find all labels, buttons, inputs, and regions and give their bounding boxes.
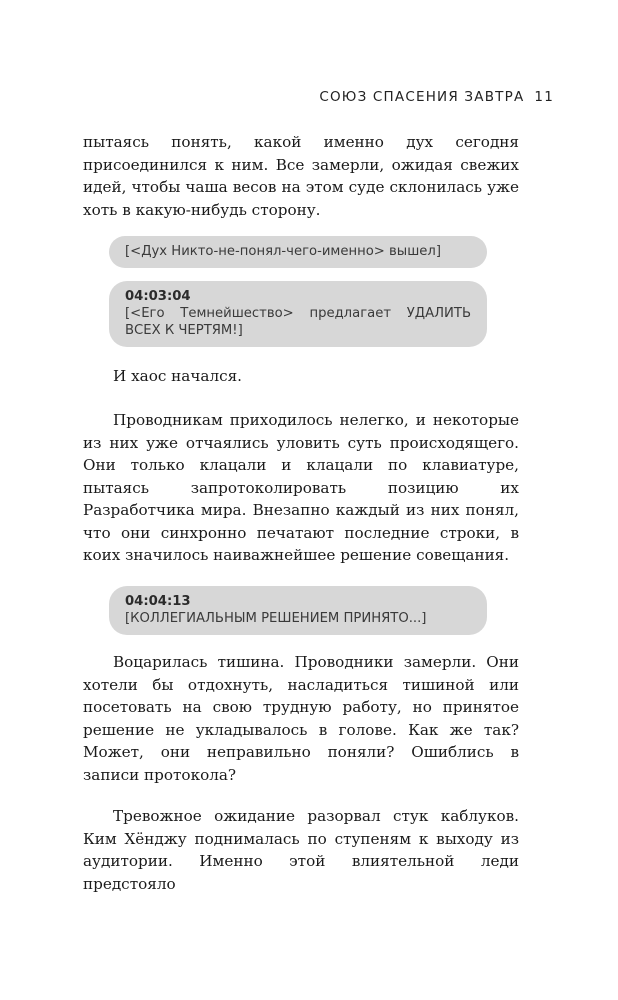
- chat-message-decision: [109, 586, 487, 635]
- chat-message-proposal: [109, 281, 487, 347]
- running-title: СОЮЗ СПАСЕНИЯ ЗАВТРА: [319, 89, 525, 105]
- paragraph-5: Тревожное ожидание разорвал стук каблуков. Ким Хёнджу поднималась по ступеням к выходу из аудитории. Именно этой влиятельной леди предстояло: [83, 807, 519, 893]
- paragraph-silence: [83, 651, 519, 786]
- chat-message-spirit-left: [109, 236, 487, 268]
- message-text: [<Его Темнейшество> предлагает УДАЛИТЬ ВСЕХ К ЧЕРТЯМ!]: [125, 306, 471, 338]
- paragraph-heels: [83, 805, 519, 895]
- message-timestamp: 04:03:04: [125, 289, 191, 304]
- message-text: [<Дух Никто-не-понял-чего-именно> вышел]: [125, 244, 441, 259]
- paragraph-conductors: [83, 409, 519, 567]
- message-text: [КОЛЛЕГИАЛЬНЫМ РЕШЕНИЕМ ПРИНЯТО...]: [125, 611, 427, 626]
- paragraph-chaos: [83, 365, 519, 388]
- paragraph-4: Воцарилась тишина. Проводники замерли. Они хотели бы отдохнуть, насладиться тишиной или посетовать на свою трудную работу, но принятое решение не укладывалось в голове. Как же так? Может, они неправильно поняли? Ошиблись в записи протокола?: [83, 653, 519, 784]
- paragraph-continuation: [83, 131, 519, 221]
- message-timestamp: 04:04:13: [125, 594, 191, 609]
- paragraph-3: Проводникам приходилось нелегко, и некоторые из них уже отчаялись уловить суть происходящего. Они только клацали и клацали по клавиатуре, пытаясь запротоколировать позицию их Разработчика мира. Внезапно каждый из них понял, что они синхронно печатают последние строки, в коих значилось наиважнейшее решение совещания.: [83, 411, 519, 564]
- paragraph-2: И хаос начался.: [113, 367, 243, 385]
- running-header: [319, 89, 554, 105]
- paragraph-1: пытаясь понять, какой именно дух сегодня присоединился к ним. Все замерли, ожидая свежих идей, чтобы чаша весов на этом суде склонилась уже хоть в какую-нибудь сторону.: [83, 133, 519, 219]
- page-number: 11: [534, 89, 554, 105]
